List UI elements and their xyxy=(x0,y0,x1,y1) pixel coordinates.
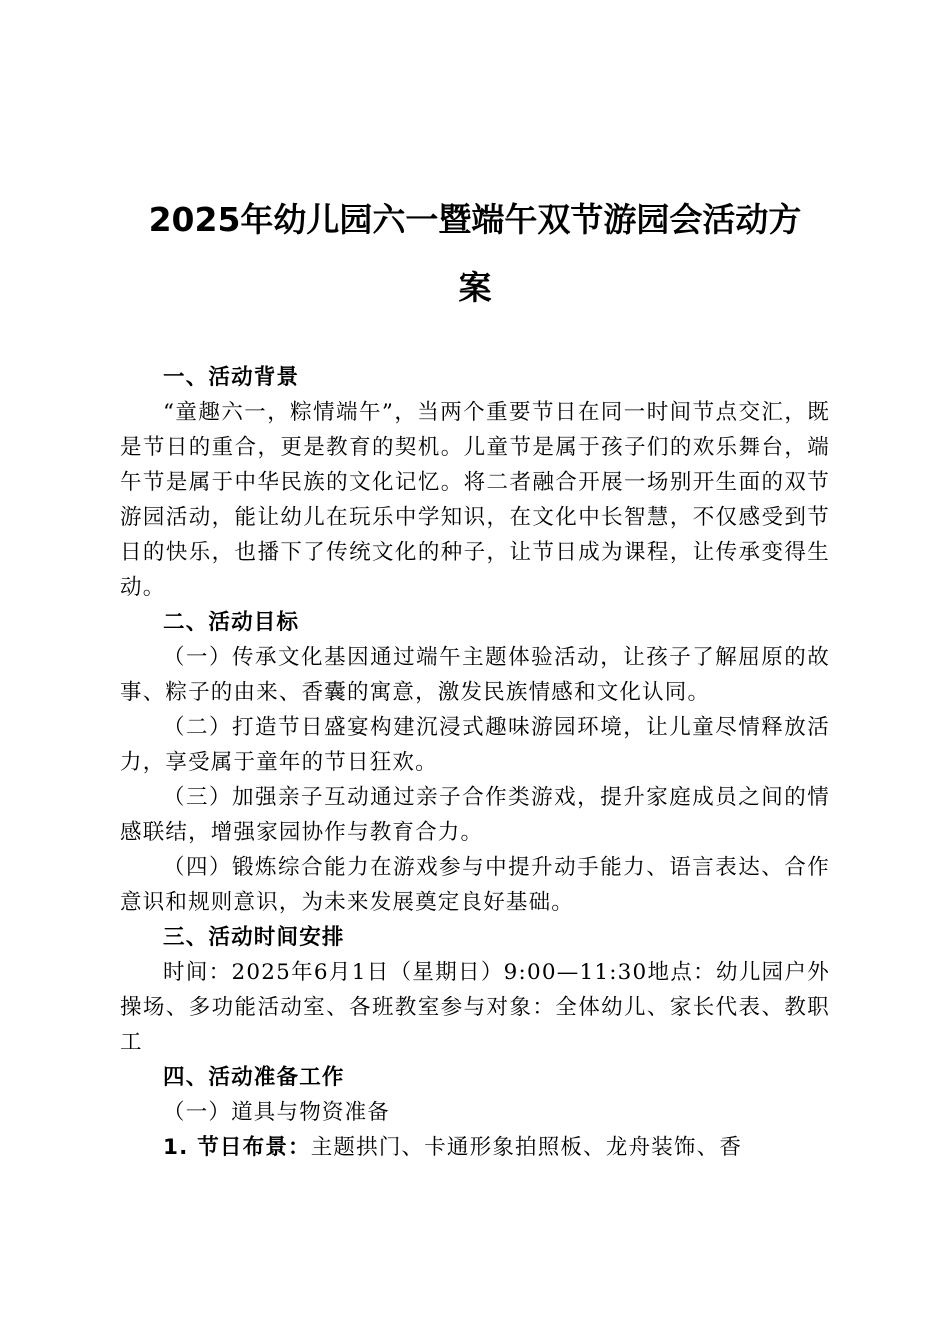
section-heading-preparation: 四、活动准备工作 xyxy=(163,1065,345,1090)
paragraph-goal-2: （二）打造节日盛宴构建沉浸式趣味游园环境，让儿童尽情释放活力，享受属于童年的节日狂欢。 xyxy=(120,715,830,775)
paragraph-background: “童趣六一，粽情端午”，当两个重要节日在同一时间节点交汇，既是节日的重合，更是教育的契机。儿童节是属于孩子们的欢乐舞台，端午节是属于中华民族的文化记忆。将二者融合开展一场别开生面的双节游园活动，能让幼儿在玩乐中学知识，在文化中长智慧，不仅感受到节日的快乐，也播下了传统文化的种子，让节日成为课程，让传承变得生动。 xyxy=(120,400,830,600)
paragraph-goal-3: （三）加强亲子互动通过亲子合作类游戏，提升家庭成员之间的情感联结，增强家园协作与教育合力。 xyxy=(120,785,830,845)
title-line-1: 2025年幼儿园六一暨端午双节游园会活动方 xyxy=(148,200,802,239)
document-body xyxy=(120,360,830,1165)
paragraph-goal-1: （一）传承文化基因通过端午主题体验活动，让孩子了解屈原的故事、粽子的由来、香囊的寓意，激发民族情感和文化认同。 xyxy=(120,645,830,705)
list-item-decor xyxy=(120,1130,830,1165)
section-heading-background: 一、活动背景 xyxy=(163,365,300,390)
title-line-2: 案 xyxy=(458,268,492,307)
subheading-props: （一）道具与物资准备 xyxy=(163,1100,391,1125)
paragraph-goal-4: （四）锻炼综合能力在游戏参与中提升动手能力、语言表达、合作意识和规则意识，为未来发展奠定良好基础。 xyxy=(120,855,830,915)
section-heading-schedule: 三、活动时间安排 xyxy=(163,925,345,950)
item-text: 主题拱门、卡通形象拍照板、龙舟装饰、香 xyxy=(310,1135,743,1160)
document-title xyxy=(100,186,850,322)
item-label: 1. 节日布景： xyxy=(163,1135,311,1160)
section-heading-goals: 二、活动目标 xyxy=(163,610,300,635)
paragraph-schedule: 时间：2025年6月1日（星期日）9:00—11:30地点：幼儿园户外操场、多功能活动室、各班教室参与对象：全体幼儿、家长代表、教职工 xyxy=(120,960,830,1055)
